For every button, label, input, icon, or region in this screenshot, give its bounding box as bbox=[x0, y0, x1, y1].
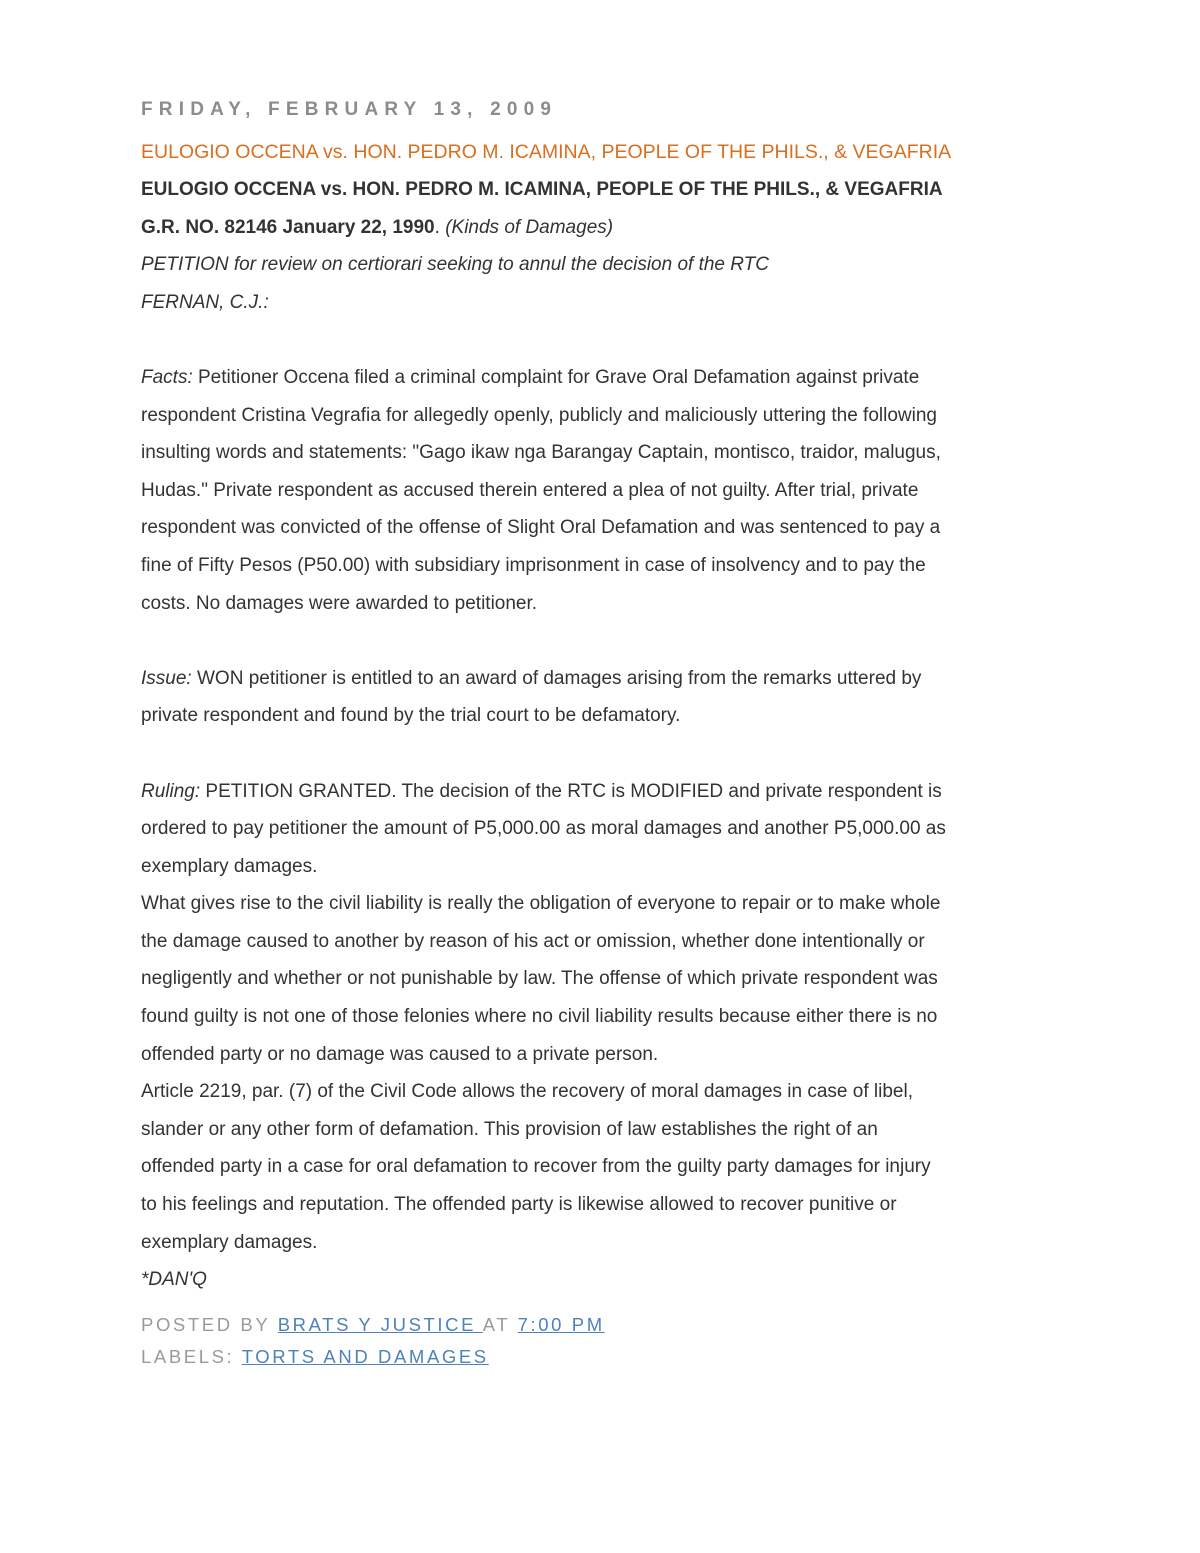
damages-kind: (Kinds of Damages) bbox=[445, 216, 614, 238]
issue-line: private respondent and found by the trial court to be defamatory. bbox=[141, 705, 681, 727]
issue-line: Issue: WON petitioner is entitled to an award of damages arising from the remarks uttered by bbox=[141, 667, 922, 689]
ruling-line: negligently and whether or not punishable by law. The offense of which private respondent was bbox=[141, 968, 938, 990]
spacer bbox=[141, 735, 1061, 773]
facts-line: respondent Cristina Vegrafia for allegedly openly, publicly and maliciously uttering the following bbox=[141, 404, 937, 426]
ruling-line: slander or any other form of defamation. This provision of law establishes the right of an bbox=[141, 1118, 878, 1140]
date-header: FRIDAY, FEBRUARY 13, 2009 bbox=[141, 99, 558, 120]
at-label: AT bbox=[482, 1313, 518, 1335]
facts-line: respondent was convicted of the offense of Slight Oral Defamation and was sentenced to pay a bbox=[141, 517, 941, 539]
spacer bbox=[141, 622, 1061, 660]
label-link-torts[interactable]: TORTS AND DAMAGES bbox=[241, 1345, 489, 1367]
post-title bbox=[141, 133, 1061, 171]
posted-by-line bbox=[141, 1309, 1061, 1341]
facts-label: Facts: bbox=[141, 366, 193, 388]
case-heading: EULOGIO OCCENA vs. HON. PEDRO M. ICAMINA, PEOPLE OF THE PHILS., & VEGAFRIA bbox=[141, 179, 943, 200]
post-title-link[interactable]: EULOGIO OCCENA vs. HON. PEDRO M. ICAMINA, PEOPLE OF THE PHILS., & VEGAFRIA bbox=[141, 141, 952, 163]
facts-line: Hudas." Private respondent as accused therein entered a plea of not guilty. After trial, private bbox=[141, 479, 919, 501]
ruling-line: What gives rise to the civil liability is really the obligation of everyone to repair or to make whole bbox=[141, 893, 941, 915]
ruling-label: Ruling: bbox=[141, 780, 201, 802]
ruling-line: offended party or no damage was caused to a private person. bbox=[141, 1043, 659, 1065]
ponente: FERNAN, C.J.: bbox=[141, 291, 269, 313]
ruling-line: to his feelings and reputation. The offended party is likewise allowed to recover punitive or bbox=[141, 1194, 897, 1216]
facts-line: Facts: Petitioner Occena filed a criminal complaint for Grave Oral Defamation against private bbox=[141, 366, 920, 388]
ruling-line: offended party in a case for oral defamation to recover from the guilty party damages for injury bbox=[141, 1156, 931, 1178]
gr-suffix: . bbox=[434, 216, 446, 238]
case-citation bbox=[141, 209, 1061, 247]
ruling-line: the damage caused to another by reason of his act or omission, whether done intentionally or bbox=[141, 930, 925, 952]
facts-line: costs. No damages were awarded to petitioner. bbox=[141, 592, 538, 614]
timestamp-link[interactable]: 7:00 PM bbox=[517, 1313, 605, 1335]
ruling-line: Article 2219, par. (7) of the Civil Code allows the recovery of moral damages in case of libel, bbox=[141, 1081, 913, 1103]
facts-line: insulting words and statements: "Gago ikaw nga Barangay Captain, montisco, traidor, malugus, bbox=[141, 442, 941, 464]
petition-text: PETITION for review on certiorari seeking to annul the decision of the RTC bbox=[141, 254, 769, 276]
ruling-line: exemplary damages. bbox=[141, 855, 318, 877]
labels-label: LABELS: bbox=[141, 1345, 242, 1367]
spacer bbox=[141, 321, 1061, 359]
author-link[interactable]: BRATS Y JUSTICE bbox=[277, 1313, 483, 1335]
facts-line: fine of Fifty Pesos (P50.00) with subsidiary imprisonment in case of insolvency and to pay the bbox=[141, 554, 926, 576]
issue-label: Issue: bbox=[141, 667, 192, 689]
post-footer bbox=[141, 1309, 1061, 1373]
posted-by-label: POSTED BY bbox=[141, 1313, 278, 1335]
signature: *DAN'Q bbox=[141, 1269, 207, 1291]
post-body bbox=[141, 171, 1061, 1299]
ruling-line: Ruling: PETITION GRANTED. The decision of the RTC is MODIFIED and private respondent is bbox=[141, 780, 942, 802]
labels-line bbox=[141, 1341, 1061, 1373]
blog-post bbox=[141, 96, 1061, 1373]
ruling-line: found guilty is not one of those felonies where no civil liability results because either there is no bbox=[141, 1006, 938, 1028]
gr-number: G.R. NO. 82146 January 22, 1990 bbox=[141, 216, 435, 238]
ruling-line: ordered to pay petitioner the amount of P5,000.00 as moral damages and another P5,000.00 as bbox=[141, 818, 946, 840]
ruling-line: exemplary damages. bbox=[141, 1231, 318, 1253]
